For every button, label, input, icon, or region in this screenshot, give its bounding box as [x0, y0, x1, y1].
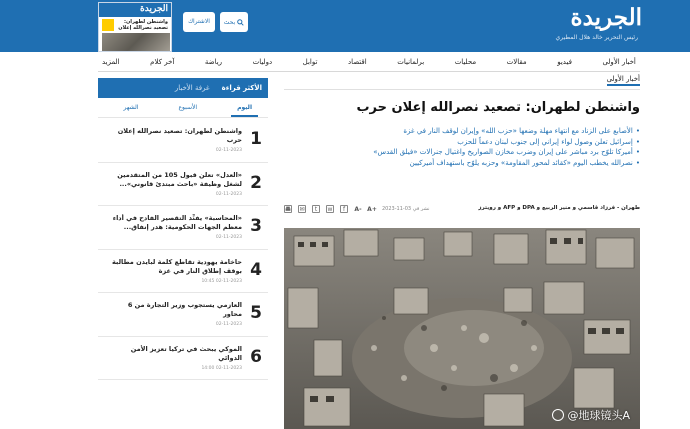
tab-newsroom[interactable]: غرفة الأخبار: [174, 84, 210, 92]
summary-bullet: • أميركا تلوّح برد مباشر على إيران وضرب مخازن الصواريخ واغتيال جنرالات «فيلق القدس»: [284, 147, 640, 158]
item-title[interactable]: «المحاسبة» يفنِّد التقصير الفادح في أداء معظم الجهات الحكومية: هدر إنفاق...: [112, 214, 242, 231]
list-item[interactable]: [98, 250, 268, 294]
nav-item-international[interactable]: دوليات: [252, 57, 273, 66]
summary-bullet: • الأصابع على الزناد مع انتهاء مهلة وضعها «حزب الله» وإيران لوقف النار في غزة: [284, 126, 640, 137]
tab-week[interactable]: الأسبوع: [178, 104, 198, 111]
rank-number: 3: [250, 216, 262, 236]
twitter-icon[interactable]: t: [312, 205, 320, 213]
item-date: 14:00 02-11-2023: [201, 365, 242, 371]
whatsapp-icon[interactable]: w: [327, 205, 333, 213]
period-tabs: [98, 104, 268, 118]
nav-item-economy[interactable]: اقتصاد: [347, 57, 367, 66]
font-larger-button[interactable]: A+: [367, 205, 377, 213]
item-title[interactable]: حاخامة يهودية تقاطع كلمة لبايدن مطالبة بوقف إطلاق النار في غزة: [111, 257, 242, 275]
rank-number: 5: [250, 303, 262, 323]
thumb-badge: [102, 19, 114, 31]
tab-today[interactable]: اليوم: [231, 104, 258, 117]
rank-number: 1: [250, 129, 262, 149]
item-title[interactable]: الموكي يبحث في تركيا تعزيز الأمن الدوائي: [130, 344, 242, 362]
thumb-logo: الجريدة: [140, 4, 168, 14]
rank-number: 6: [250, 346, 262, 367]
list-item[interactable]: [98, 293, 268, 337]
article-toolbar: [284, 203, 433, 215]
rank-number: 2: [250, 172, 262, 193]
thumb-photo: [102, 33, 170, 51]
article-photo: [284, 228, 640, 429]
article-summary-list: [284, 126, 640, 168]
facebook-icon[interactable]: f: [340, 205, 348, 213]
nav-item-articles[interactable]: مقالات: [506, 57, 527, 66]
section-label[interactable]: أخبار الأولى: [607, 75, 640, 86]
most-read-list: [98, 119, 268, 380]
nav-item-front[interactable]: أخبار الأولى: [602, 57, 636, 66]
site-logo[interactable]: الجريدة: [570, 4, 642, 31]
item-date: 02-11-2023: [215, 322, 242, 327]
watermark: [552, 407, 630, 423]
sidebar-header: [98, 78, 268, 98]
email-icon[interactable]: ✉: [299, 205, 305, 213]
rank-number: 4: [250, 259, 262, 280]
editor-line: رئيس التحرير خالد هلال المطيري: [555, 34, 638, 41]
main-nav: [98, 52, 640, 72]
print-edition-thumbnail[interactable]: [98, 2, 172, 52]
list-item[interactable]: [98, 163, 268, 207]
item-title[interactable]: واشنطن لطهران: تصعيد نصرالله إعلان حرب: [117, 127, 242, 144]
item-title[interactable]: «العدل» تعلن قبول 105 من المتقدمين لشغل وظيفة «باحث مبتدئ قانوني»...: [117, 170, 242, 188]
list-item[interactable]: [98, 119, 268, 163]
publish-date: نشر في 03-11-2023: [382, 206, 430, 212]
item-date: 10:45 02-11-2023: [201, 278, 242, 284]
nav-item-last-word[interactable]: آخر كلام: [150, 57, 175, 66]
search-button[interactable]: [220, 12, 248, 32]
search-icon: [237, 19, 244, 26]
summary-bullet: • نصرالله يخطب اليوم «كقائد لمحور المقاومة» وحزبه يلوّح باستهداف أميركيين: [284, 158, 640, 169]
nav-item-sports[interactable]: رياضة: [204, 57, 223, 66]
item-date: 02-11-2023: [215, 148, 242, 153]
subscribe-button[interactable]: الاشتراك: [183, 12, 215, 32]
list-item[interactable]: [98, 337, 268, 381]
watermark-text: @地球镜头A: [567, 409, 630, 422]
destroyed-buildings-image: [284, 228, 640, 429]
nav-item-video[interactable]: فيديو: [557, 57, 572, 66]
item-date: 02-11-2023: [215, 235, 242, 240]
nav-item-more[interactable]: المزيد: [102, 57, 120, 66]
list-item[interactable]: [98, 206, 268, 250]
nav-item-parliament[interactable]: برلمانيات: [397, 57, 425, 66]
article-headline: واشنطن لطهران: تصعيد نصرالله إعلان حرب: [356, 100, 640, 115]
article-byline: طهران - فرزاد قاسمي و منير الربيع و DPA و AFP و رويترز: [478, 205, 640, 211]
tab-most-read[interactable]: الأكثر قراءة: [221, 84, 262, 92]
item-title[interactable]: العازمي يستجوب وزير التجارة من 6 محاور: [127, 301, 242, 318]
tab-month[interactable]: الشهر: [123, 104, 139, 111]
font-smaller-button[interactable]: A-: [354, 205, 362, 213]
section-divider: [284, 89, 640, 90]
search-label: بحث: [223, 18, 236, 26]
weibo-icon: [552, 409, 564, 421]
nav-item-local[interactable]: محليات: [454, 57, 477, 66]
print-icon[interactable]: [284, 205, 292, 213]
site-header: [0, 0, 690, 52]
item-date: 02-11-2023: [215, 191, 242, 197]
thumb-headline: واشنطن لطهران: تصعيد نصرالله إعلان: [118, 19, 168, 31]
nav-item-spices[interactable]: توابل: [302, 57, 318, 66]
summary-bullet: • إسرائيل تعلن وصول لواء إيراني إلى جنوب لبنان دعماً للحزب: [284, 137, 640, 148]
